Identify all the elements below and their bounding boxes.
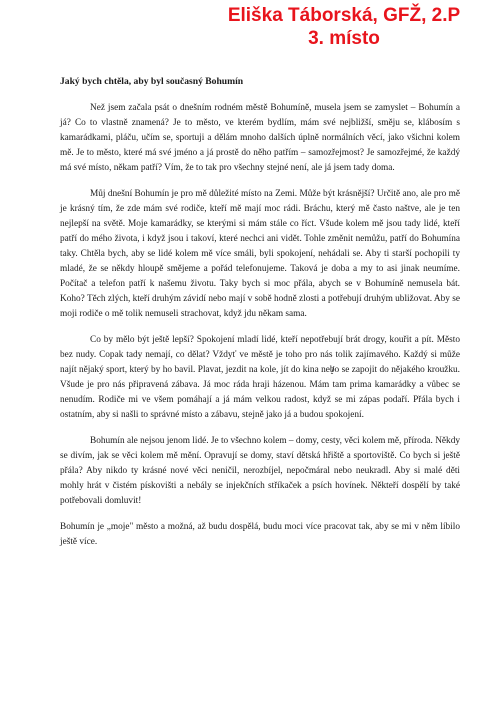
paragraph-5: Bohumín je „moje" město a možná, až budu dospělá, budu moci více pracovat tak, aby se mi v něm líbilo ještě více.	[60, 522, 460, 547]
essay-body	[60, 74, 460, 561]
paragraph-2: Můj dnešní Bohumín je pro mě důležité místo na Zemi. Může být krásnější? Určitě ano, ale pro mě je krásný tím, že zde mám své rodiče, kteří mě mají moc rádi. Bráchu, který mě často naštve, ale je ten nejlepší na světě. Moje kamarádky, se kterými si mám stále co říct. Všude kolem mě jsou tady lidé, kteří patří do mého života, i když jsou i takoví, které nechci ani vidět. Tohle změnit nemůžu, patří do Bohumína taky. Chtěla bych, aby se lidé kolem mě více smáli, byli spokojení, nehádali se. Aby ti starší pochopili ty mladé, že se někdy hloupě smějeme a pořád telefonujeme. Taková je doba a my to asi jinak neumíme. Počítač a telefon patří k našemu životu. Taky bych si moc přála, abych se v Bohumíně nemusela bát. Koho? Těch zlých, kteří druhým závidí nebo mají v sobě hodně zlosti a potřebují druhým ubližovat. Aby se moji rodiče o mě tolik nemuseli strachovat, když jdu někam sama.	[60, 189, 460, 319]
essay-title: Jaký bych chtěla, aby byl současný Bohumín	[60, 76, 244, 87]
paragraph-1: Než jsem začala psát o dnešním rodném městě Bohumíně, musela jsem se zamyslet – Bohumín a já? Co to vlastně znamená? Je to město, ve kterém bydlím, mám své nejbližší, směju se, klábosím s kamarádkami, pláču, učím se, sportuji a dělám mnoho dalších úplně normálních věcí, jako všichni kolem mě. Je to město, které má své jméno a já prostě do něho patřím – samozřejmost? Je samozřejmé, že každý má své místo, někam patří? Vím, že to tak pro všechny stejné není, ale já jsem tady doma.	[60, 103, 460, 173]
result-header	[194, 4, 494, 50]
paragraph-4: Bohumín ale nejsou jenom lidé. Je to všechno kolem – domy, cesty, věci kolem mě, příroda. Někdy se divím, jak se věci kolem mě mění. Opravují se domy, staví dětská hřiště a sportoviště. Co bych si ještě přála? Aby nikdo ty krásné nové věci neničil, nerozbíjel, nepočmáral nebo neukradl. Aby si malé děti mohly hrát v čistém pískovišti a nebály se injekčních stříkaček a psích hovínek. Někteří dospělí by také potřebovali domluvit!	[60, 436, 460, 506]
paragraph-3: Co by mělo být ještě lepší? Spokojení mladí lidé, kteří nepotřebují brát drogy, kouřit a pít. Město bez nudy. Copak tady nemají, co dělat? Vždyť ve městě je toho pro nás tolik zajímavého. Každý si může najít nějaký sport, který by ho bavil. Plavat, jezdit na kole, jít do kina nebo se zapojit do nějakého kroužku. Všude je pro nás připravená zábava. Já moc ráda hraji házenou. Mám tam prima kamarádky a vůbec se nenudím. Rodiče mi ve všem pomáhají a já mám velkou radost, když se mi zápas podaří. Přála bych i ostatním, aby si našli to správné místo a zábavu, stejně jako já a budou spokojení.	[60, 335, 460, 420]
author-line: Eliška Táborská, GFŽ, 2.P	[227, 5, 461, 26]
place-line: 3. místo	[308, 28, 380, 49]
pen-mark-icon	[330, 366, 336, 374]
